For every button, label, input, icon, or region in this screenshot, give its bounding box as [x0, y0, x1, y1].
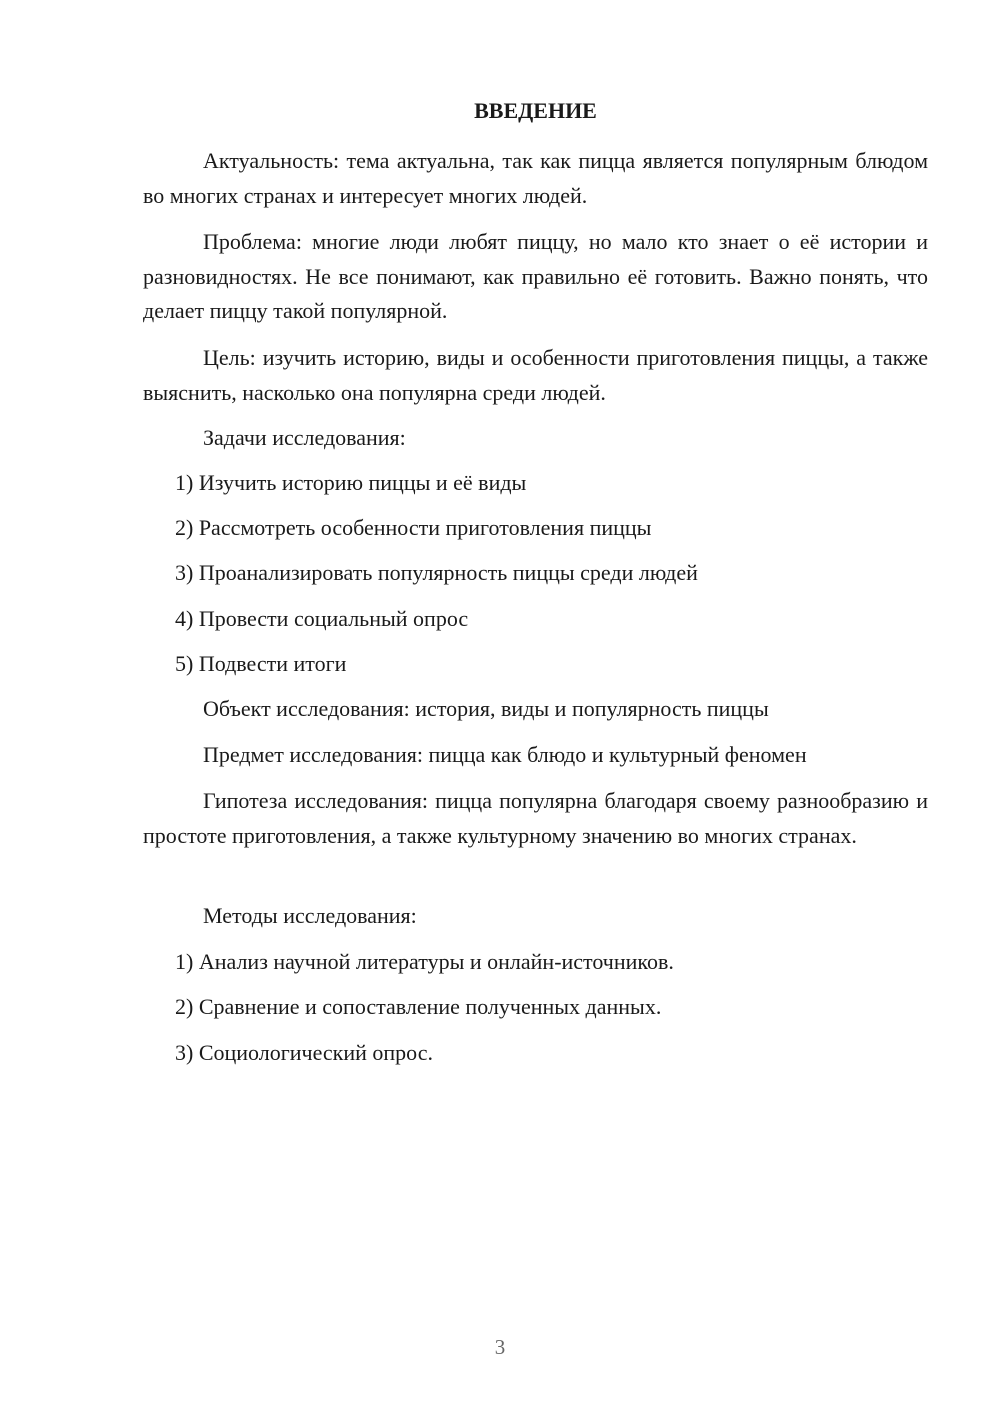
research-object: Объект исследования: история, виды и популярность пиццы [203, 696, 769, 721]
section-heading: ВВЕДЕНИЕ [474, 98, 597, 123]
task-item: 2) Рассмотреть особенности приготовления пиццы [175, 515, 652, 540]
method-item: 1) Анализ научной литературы и онлайн-источников. [175, 949, 674, 974]
task-item: 4) Провести социальный опрос [175, 606, 469, 631]
methods-title: Методы исследования: [203, 903, 417, 928]
hypothesis-paragraph: Гипотеза исследования: пицца популярна благодаря своему разнообразию и простоте приготовления, а также культурному значению во многих странах. [143, 788, 928, 848]
relevance-paragraph: Актуальность: тема актуальна, так как пицца является популярным блюдом во многих странах и интересует многих людей. [143, 148, 928, 208]
research-subject: Предмет исследования: пицца как блюдо и культурный феномен [203, 742, 807, 767]
method-item: 3) Социологический опрос. [175, 1040, 433, 1065]
task-item: 1) Изучить историю пиццы и её виды [175, 470, 527, 495]
method-item: 2) Сравнение и сопоставление полученных данных. [175, 994, 662, 1019]
problem-paragraph: Проблема: многие люди любят пиццу, но мало кто знает о её истории и разновидностях. Не все понимают, как правильно её готовить. Важно понять, что делает пиццу такой популярной. [143, 229, 928, 323]
tasks-title: Задачи исследования: [203, 425, 406, 450]
task-item: 3) Проанализировать популярность пиццы среди людей [175, 560, 698, 585]
task-item: 5) Подвести итоги [175, 651, 347, 676]
goal-paragraph: Цель: изучить историю, виды и особенности приготовления пиццы, а также выяснить, насколько она популярна среди людей. [143, 345, 928, 405]
page-number: 3 [494, 1335, 506, 1359]
